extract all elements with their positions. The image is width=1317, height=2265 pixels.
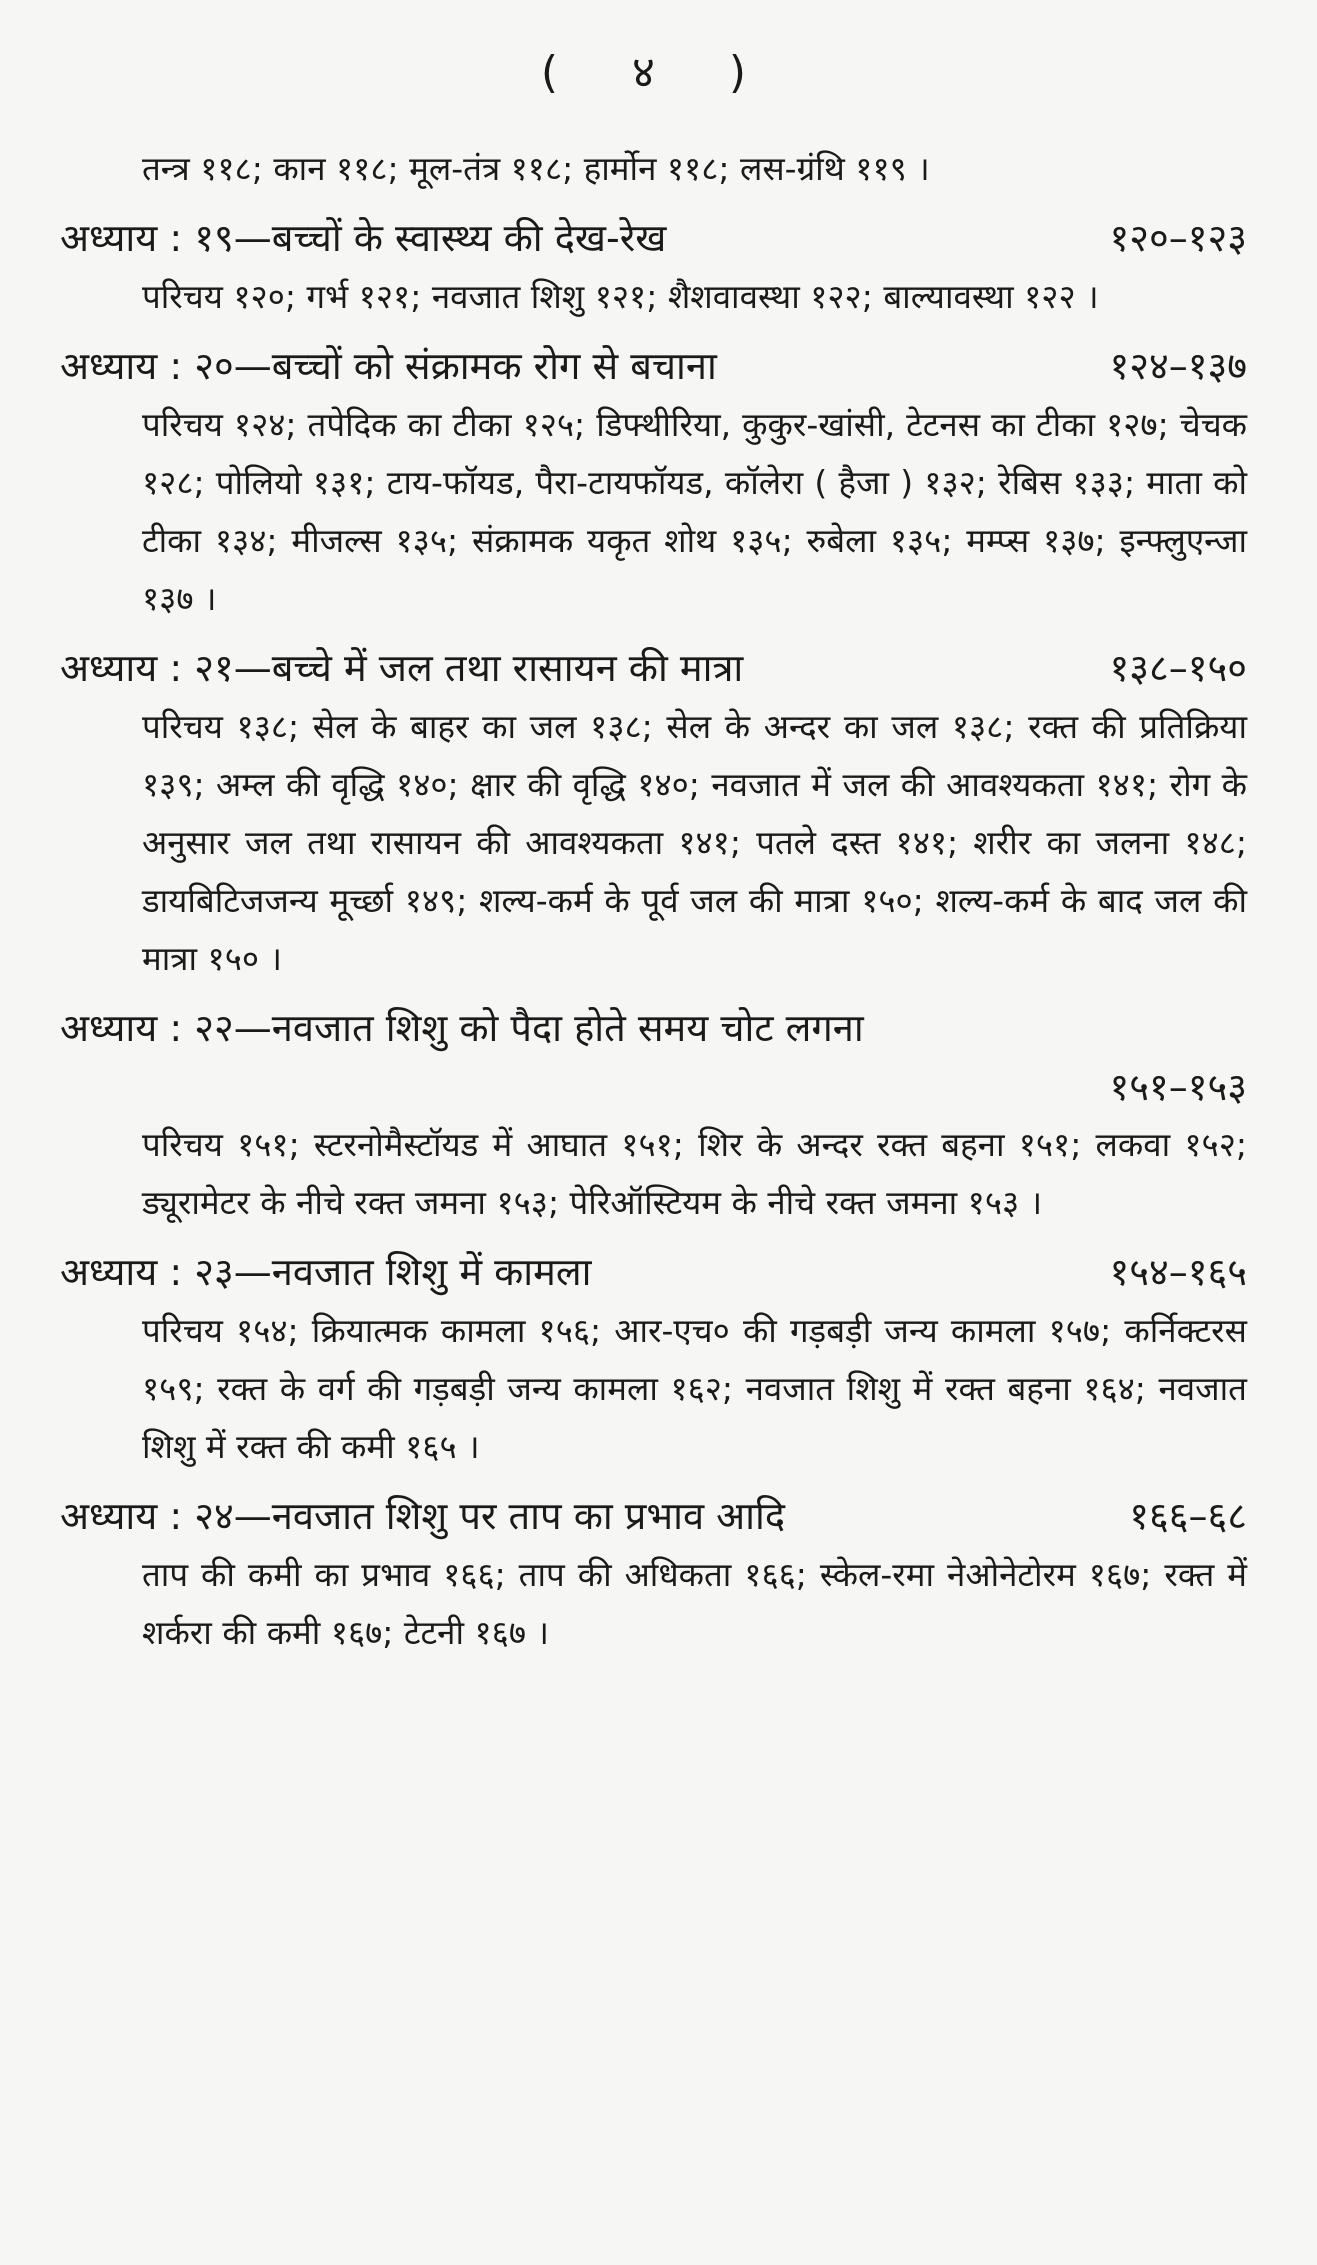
chapter-pages: १२०–१२३ [1109,216,1247,260]
chapter-topics: ताप की कमी का प्रभाव १६६; ताप की अधिकता १६६; स्केल-रमा नेओनेटोरम १६७; रक्त में शर्करा की कमी १६७; टेटनी १६७ । [142,1555,1247,1652]
chapter-topics: परिचय १३८; सेल के बाहर का जल १३८; सेल के अन्दर का जल १३८; रक्त की प्रतिक्रिया १३९; अम्ल की वृद्धि १४०; क्षार की वृद्धि १४०; नवजात में जल की आवश्यकता १४१; रोग के अनुसार जल तथा रासायन की आवश्यकता १४१; पतले दस्त १४१; शरीर का जलना १४८; डायबिटिजजन्य मूर्च्छा १४९; शल्य-कर्म के पूर्व जल की मात्रा १५०; शल्य-कर्म के बाद जल की मात्रा १५० । [142,707,1247,978]
chapter-topics: परिचय १५१; स्टरनोमैस्टॉयड में आघात १५१; शिर के अन्दर रक्त बहना १५१; लकवा १५२; ड्यूरामेटर के नीचे रक्त जमना १५३; पेरिऑस्टियम के नीचे रक्त जमना १५३ । [142,1125,1247,1222]
chapter-heading: अध्याय : २०—बच्चों को संक्रामक रोग से बचाना [60,344,717,388]
chapter-entry [60,1242,1247,1476]
chapter-topics: परिचय १२४; तपेदिक का टीका १२५; डिफ्थीरिया, कुकुर-खांसी, टेटनस का टीका १२७; चेचक १२८; पोलियो १३१; टाय-फॉयड, पैरा-टायफॉयड, कॉलेरा ( हैजा ) १३२; रेबिस १३३; माता को टीका १३४; मीजल्स १३५; संक्रामक यकृत शोथ १३५; रुबेला १३५; मम्प्स १३७; इन्फ्लुएन्जा १३७ । [142,405,1247,618]
chapter-heading: अध्याय : २४—नवजात शिशु पर ताप का प्रभाव आदि [60,1494,786,1538]
chapter-pages: १३८–१५० [1109,646,1247,690]
chapter-entry [60,336,1247,628]
table-of-contents [60,140,1247,1672]
chapter-heading: अध्याय : २३—नवजात शिशु में कामला [60,1250,592,1294]
chapter-pages: १६६–६८ [1129,1494,1247,1538]
chapter-pages: १५१–१५३ [1109,1065,1247,1109]
chapter-heading: अध्याय : २१—बच्चे में जल तथा रासायन की मात्रा [60,646,744,690]
chapter-entry [60,998,1247,1232]
chapter-entry [60,208,1247,326]
chapter-topics: परिचय १५४; क्रियात्मक कामला १५६; आर-एच० की गड़बड़ी जन्य कामला १५७; कर्निक्टरस १५९; रक्त के वर्ग की गड़बड़ी जन्य कामला १६२; नवजात शिशु में रक्त बहना १६४; नवजात शिशु में रक्त की कमी १६५ । [142,1311,1247,1466]
chapter-heading: अध्याय : १९—बच्चों के स्वास्थ्य की देख-रेख [60,216,667,260]
chapter-pages: १५४–१६५ [1109,1250,1247,1294]
chapter-entry [60,1486,1247,1662]
page-number: ( ४ ) [540,47,777,98]
chapter-entry [60,638,1247,988]
chapter-pages: १२४–१३७ [1109,344,1247,388]
chapter-topics: परिचय १२०; गर्भ १२१; नवजात शिशु १२१; शैशवावस्था १२२; बाल्यावस्था १२२ । [142,277,1099,316]
continued-topics: तन्त्र ११८; कान ११८; मूल-तंत्र ११८; हार्मोन ११८; लस-ग्रंथि ११९ । [142,149,930,188]
chapter-heading: अध्याय : २२—नवजात शिशु को पैदा होते समय चोट लगना [60,1006,864,1050]
